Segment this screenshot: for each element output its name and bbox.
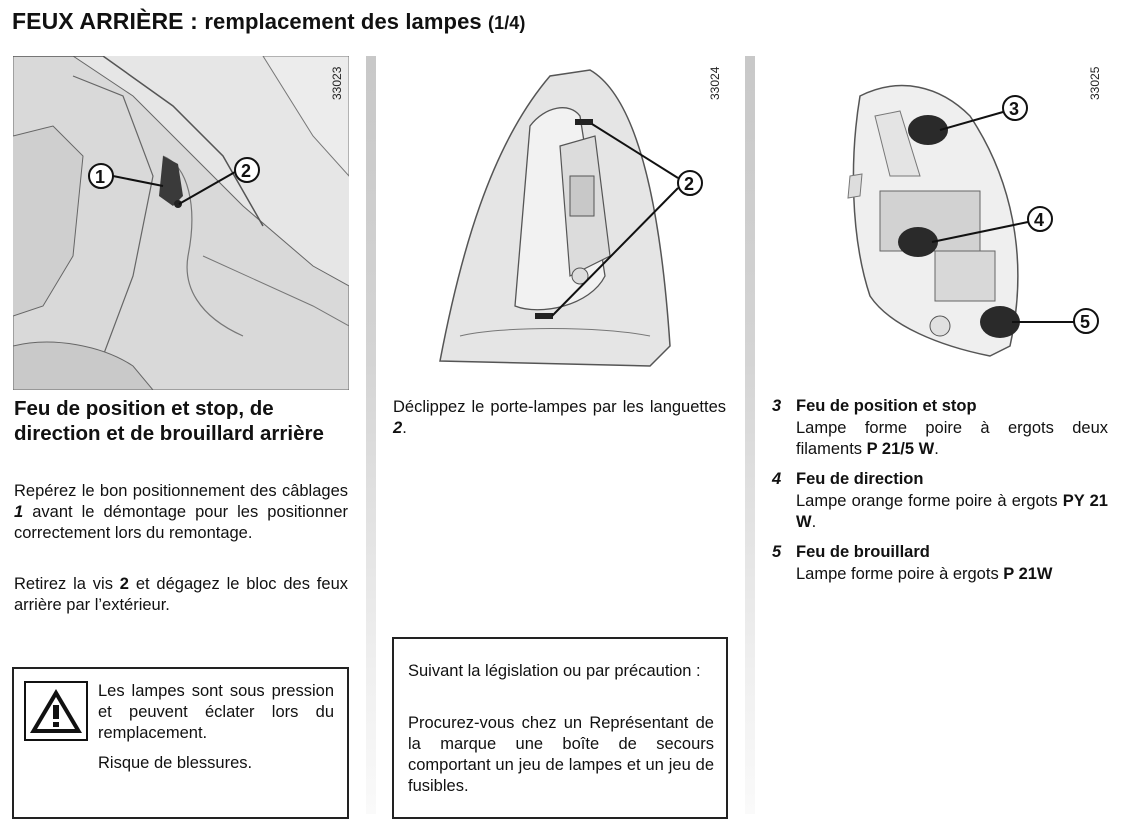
- bulb-desc-text: Lampe forme poire à ergots deux filaments: [796, 418, 1108, 458]
- title-page-indicator: (1/4): [487, 13, 526, 33]
- figure-ref-number: 33024: [708, 66, 722, 100]
- instruction-text: avant le démontage pour les positionner correctement lors du remontage.: [14, 503, 348, 542]
- instruction-text: .: [402, 419, 407, 437]
- figure-ref-number: 33025: [1088, 66, 1102, 100]
- reference-number: 1: [14, 503, 24, 521]
- instruction-text: et dégagez le bloc des feux arrière par l’extérieur.: [14, 575, 348, 614]
- figure-bulb-positions-illustration: [840, 56, 1100, 376]
- lamp-holder-drawing: [420, 56, 720, 376]
- bulb-item-number: 3: [772, 397, 782, 415]
- bulb-item-4: [772, 469, 1108, 535]
- bulb-desc-end: .: [811, 513, 817, 531]
- callout-3-label: 3: [1009, 99, 1020, 119]
- bulb-spec: P 21/5 W: [866, 440, 935, 458]
- bulb-item-3: [772, 396, 1108, 462]
- callout-2-label: 2: [241, 161, 252, 181]
- bulb-desc-end: .: [934, 440, 939, 458]
- page-title: [12, 8, 526, 35]
- note-intro-text: Suivant la législation ou par précaution :: [408, 662, 701, 680]
- instruction-paragraph-unclip: [393, 397, 726, 439]
- instruction-paragraph-2: [14, 574, 348, 616]
- bulb-positions-drawing: [840, 56, 1100, 376]
- bulb-item-number: 4: [772, 470, 782, 488]
- note-body-text: Procurez-vous chez un Représentant de la marque une boîte de secours comportant un jeu de lampes et un jeu de fusibles.: [408, 714, 714, 795]
- column-separator-right: [745, 56, 755, 814]
- bulb-desc-text: Lampe forme poire à ergots: [796, 564, 1004, 583]
- figure-ref-number: 33023: [330, 66, 344, 100]
- instruction-paragraph-1: [14, 481, 348, 544]
- callout-5: [1012, 309, 1098, 333]
- bulb-item-description: [796, 418, 1108, 461]
- bulb-desc-text: Lampe orange forme poire à ergots: [796, 491, 1063, 510]
- bulb-item-title: Feu de direction: [796, 470, 924, 488]
- figure-lamp-holder-illustration: [420, 56, 720, 376]
- bulb-item-number: 5: [772, 543, 782, 561]
- warning-triangle-icon: [24, 681, 88, 741]
- instruction-text: Déclippez le porte-lampes par les languettes: [393, 398, 726, 416]
- warning-box: [12, 667, 349, 819]
- bulb-spec: P 21W: [1003, 564, 1053, 583]
- callout-1-label: 1: [95, 167, 106, 187]
- bulb-item-title: Feu de brouillard: [796, 543, 930, 561]
- title-rest: remplacement des lampes: [204, 9, 488, 34]
- callout-4-label: 4: [1034, 210, 1045, 230]
- warning-risk-text: Risque de blessures.: [98, 754, 253, 772]
- bulb-spec: PY 21 W: [796, 491, 1108, 531]
- instruction-text: Repérez le bon positionnement des câblages: [14, 482, 348, 500]
- warning-text: Les lampes sont sous pression et peuvent éclater lors du remplacement.: [98, 682, 334, 742]
- column-separator-left: [366, 56, 376, 814]
- callout-5-label: 5: [1080, 312, 1091, 332]
- bulb-item-description: [796, 564, 1108, 586]
- legislation-note-box: [392, 637, 728, 819]
- instruction-text: Retirez la vis: [14, 575, 120, 593]
- bulb-item-description: [796, 491, 1108, 534]
- bulb-item-5: [772, 542, 1108, 586]
- title-main: FEUX ARRIÈRE :: [12, 8, 205, 34]
- trunk-drawing: [13, 56, 349, 390]
- reference-number: 2: [119, 575, 129, 593]
- callout-2-label: 2: [684, 174, 695, 194]
- reference-number: 2: [393, 419, 403, 437]
- bulb-item-title: Feu de position et stop: [796, 397, 977, 415]
- section-heading: Feu de position et stop, de direction et de brouillard arrière: [14, 397, 324, 445]
- figure-trunk-illustration: [13, 56, 349, 390]
